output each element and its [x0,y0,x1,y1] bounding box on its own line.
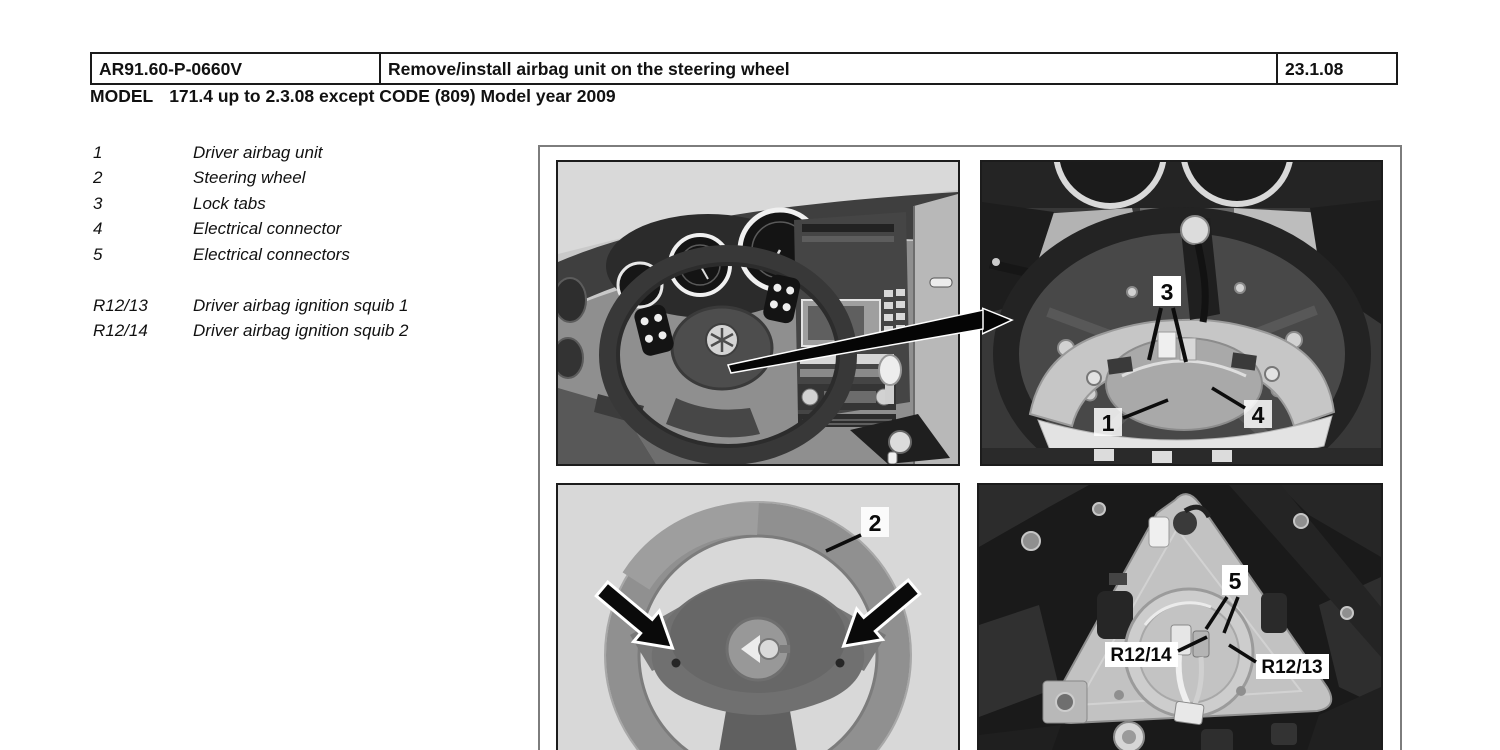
legend-key: 1 [93,143,103,162]
door-handle [930,278,952,287]
legend [93,140,408,344]
model-label: MODEL [90,86,154,106]
legend-spacer [93,267,408,293]
legend-label: Driver airbag ignition squib 2 [193,321,409,341]
legend-key: 4 [93,219,103,239]
legend-label: Driver airbag unit [193,143,323,162]
legend-key: R12/13 [93,296,148,316]
callout-r1213-label: R12/13 [1261,657,1323,678]
legend-label: Driver airbag ignition squib 1 [193,296,409,316]
steering-wheel-illustration [558,485,958,750]
legend-label: Lock tabs [193,193,266,213]
photo-steering-wheel-front [556,483,960,750]
legend-item-5 [93,242,408,267]
legend-key: 5 [93,244,103,264]
callout-4-label: 4 [1251,402,1265,428]
legend-key: 3 [93,193,103,213]
callout-r1214-label: R12/14 [1110,645,1172,666]
interior-overview-illustration [558,162,958,464]
callout-1-label: 1 [1101,410,1115,436]
callout-2-label: 2 [868,510,882,536]
legend-item-r1214 [93,318,408,343]
model-text: 171.4 up to 2.3.08 except CODE (809) Model year 2009 [169,86,616,106]
photo-airbag-rear-view [980,160,1383,466]
callout-5-label: 5 [1228,568,1242,594]
legend-item-3 [93,191,408,216]
photo-airbag-unit-rear [977,483,1383,750]
legend-label: Electrical connector [193,219,342,239]
lock-tab-hole-right [836,659,845,668]
legend-item-1 [93,140,408,165]
lock-tab-hole-left [672,659,681,668]
callout-3-label: 3 [1160,279,1174,305]
legend-item-2 [93,165,408,190]
legend-key: R12/14 [93,321,148,341]
legend-key: 2 [93,168,103,188]
document-number: AR91.60-P-0660V [99,59,242,79]
legend-item-r1213 [93,293,408,318]
document-header-table [90,52,1398,85]
legend-label: Electrical connectors [193,244,350,264]
photo-interior-overview [556,160,960,466]
airbag-unit-illustration [979,485,1381,750]
airbag-rear-illustration [982,162,1381,464]
figure-panel [538,145,1402,750]
model-line [90,86,616,107]
document-date: 23.1.08 [1276,54,1396,83]
legend-item-4 [93,216,408,241]
document-title: Remove/install airbag unit on the steering wheel [379,54,1276,83]
legend-label: Steering wheel [193,168,306,188]
